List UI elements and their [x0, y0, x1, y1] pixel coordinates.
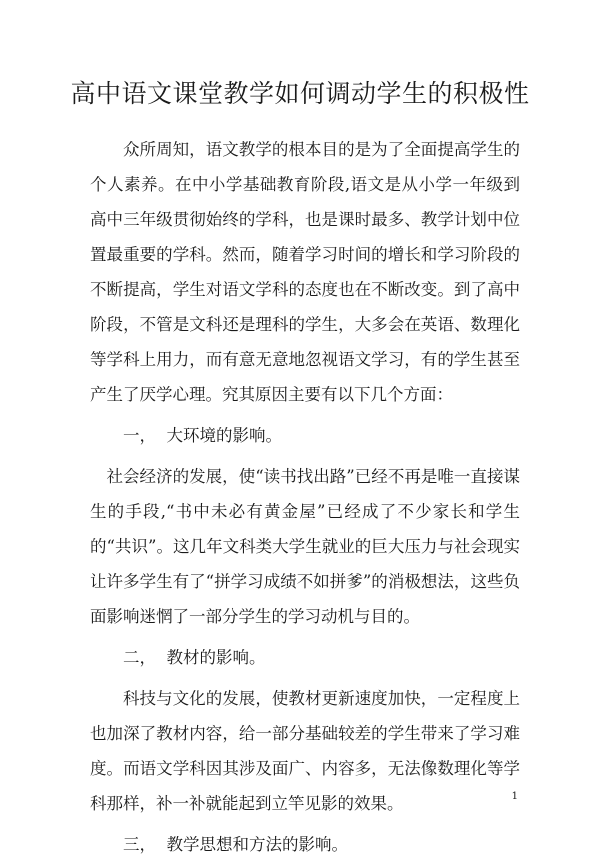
section-heading-1: 一， 大环境的影响。	[123, 426, 282, 445]
section-heading-3: 三， 教学思想和方法的影响。	[123, 835, 348, 854]
section-heading-2: 二， 教材的影响。	[123, 648, 266, 667]
page-number: 1	[511, 791, 518, 802]
section-paragraph-2: 科技与文化的发展，使教材更新速度加快，一定程度上也加深了教材内容，给一部分基础较差的学生带来了学习难度。而语文学科因其涉及面广、内容多，无法像数理化等学科那样，补一补就能起到立竿见影的效果。	[90, 689, 520, 813]
intro-paragraph: 众所周知，语文教学的根本目的是为了全面提高学生的个人素养。在中小学基础教育阶段,语文是从小学一年级到高中三年级贯彻始终的学科，也是课时最多、教学计划中位置最重要的学科。然而，随着学习时间的增长和学习阶段的不断提高，学生对语文学科的态度也在不断改变。到了高中阶段，不管是文科还是理科的学生，大多会在英语、数理化等学科上用力，而有意无意地忽视语文学习，有的学生甚至产生了厌学心理。究其原因主要有以下几个方面：	[90, 140, 520, 404]
section-paragraph-1: 社会经济的发展，使“读书找出路”已经不再是唯一直接谋生的手段,“书中未必有黄金屋”已经成了不少家长和学生的“共识”。这几年文科类大学生就业的巨大压力与社会现实让许多学生有了“拼学习成绩不如拼爹”的消极想法，这些负面影响迷惘了一部分学生的学习动机与目的。	[90, 467, 520, 626]
document-title: 高中语文课堂教学如何调动学生的积极性	[70, 79, 530, 108]
document-body	[90, 132, 520, 868]
